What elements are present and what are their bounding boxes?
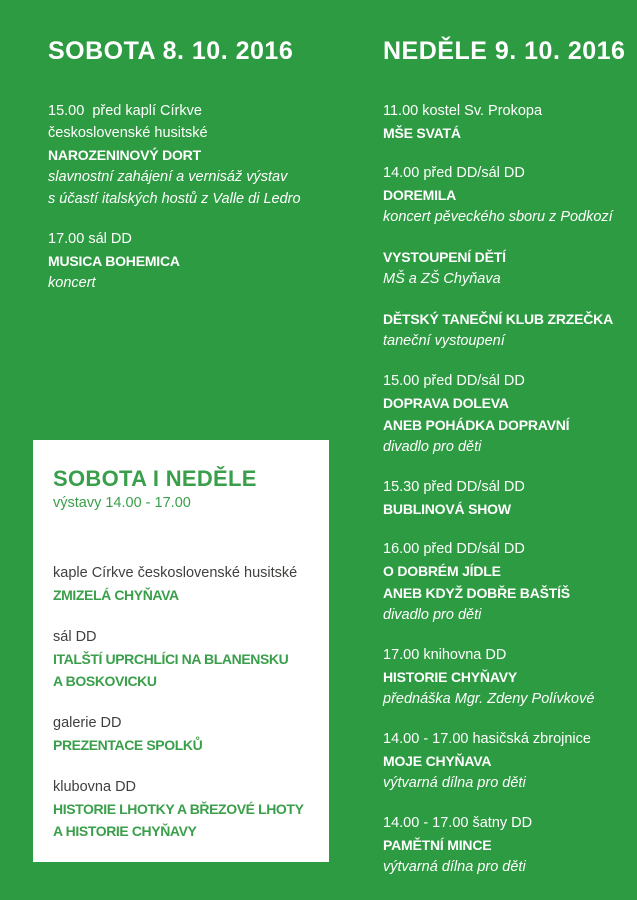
exhibition-place-line: kaple Církve československé husitské xyxy=(53,565,298,581)
event-time-line: 14.00 - 17.00 hasičská zbrojnice xyxy=(383,731,591,747)
event-time-line: 17.00 sál DD xyxy=(48,231,132,247)
event-title-line: ANEB POHÁDKA DOPRAVNÍ xyxy=(383,417,570,433)
event-block xyxy=(383,162,633,228)
exhibition-title-line: A HISTORIE CHYŇAVY xyxy=(53,823,197,839)
exhibition-title-line: ZMIZELÁ CHYŇAVA xyxy=(53,587,179,603)
event-desc-line: přednáška Mgr. Zdeny Polívkové xyxy=(383,691,595,707)
exhibition-item xyxy=(53,562,329,606)
event-title-line: MOJE CHYŇAVA xyxy=(383,753,492,769)
exhibition-item xyxy=(53,626,329,692)
event-title-line: O DOBRÉM JÍDLE xyxy=(383,563,501,579)
event-block xyxy=(383,308,633,352)
event-block xyxy=(48,228,348,294)
event-time-line: 15.30 před DD/sál DD xyxy=(383,479,525,495)
exhibitions-box xyxy=(33,440,329,862)
exhibition-item xyxy=(53,776,329,842)
event-title-line: MUSICA BOHEMICA xyxy=(48,253,180,269)
event-time-line: 16.00 před DD/sál DD xyxy=(383,541,525,557)
event-time-line: 14.00 - 17.00 šatny DD xyxy=(383,815,533,831)
event-desc-line: MŠ a ZŠ Chyňava xyxy=(383,271,501,287)
saturday-header: SOBOTA 8. 10. 2016 xyxy=(48,37,294,65)
sunday-header: NEDĚLE 9. 10. 2016 xyxy=(383,37,626,65)
event-title-line: PAMĚTNÍ MINCE xyxy=(383,837,492,853)
event-title-line: DOREMILA xyxy=(383,187,457,203)
event-desc-line: divadlo pro děti xyxy=(383,439,482,455)
event-block xyxy=(383,476,633,520)
exhibition-title-line: HISTORIE LHOTKY A BŘEZOVÉ LHOTY xyxy=(53,801,304,817)
exhibitions-header: SOBOTA I NEDĚLE xyxy=(53,466,257,491)
event-block xyxy=(383,538,633,626)
event-desc-line: slavnostní zahájení a vernisáž výstav xyxy=(48,169,288,185)
exhibition-title-line: PREZENTACE SPOLKŮ xyxy=(53,737,203,753)
event-desc-line: koncert xyxy=(48,275,96,291)
event-block xyxy=(383,100,633,144)
saturday-column xyxy=(48,36,348,312)
event-block xyxy=(383,812,633,878)
exhibition-item xyxy=(53,712,329,756)
event-desc-line: výtvarná dílna pro děti xyxy=(383,775,526,791)
event-time-line: československé husitské xyxy=(48,125,208,141)
event-title-line: ANEB KDYŽ DOBŘE BAŠTÍŠ xyxy=(383,585,570,601)
exhibition-title-line: A BOSKOVICKU xyxy=(53,673,157,689)
event-title-line: DOPRAVA DOLEVA xyxy=(383,395,509,411)
sunday-column xyxy=(383,36,633,896)
event-block xyxy=(383,728,633,794)
event-time-line: 15.00 před DD/sál DD xyxy=(383,373,525,389)
event-desc-line: koncert pěveckého sboru z Podkozí xyxy=(383,209,613,225)
event-title-line: MŠE SVATÁ xyxy=(383,125,461,141)
event-time-line: 14.00 před DD/sál DD xyxy=(383,165,525,181)
event-title-line: NAROZENINOVÝ DORT xyxy=(48,147,201,163)
exhibitions-hours: výstavy 14.00 - 17.00 xyxy=(53,495,191,511)
event-title-line: DĚTSKÝ TANEČNÍ KLUB ZRZEČKA xyxy=(383,311,614,327)
event-title-line: VYSTOUPENÍ DĚTÍ xyxy=(383,249,506,265)
event-desc-line: divadlo pro děti xyxy=(383,607,482,623)
exhibition-place-line: galerie DD xyxy=(53,715,122,731)
event-desc-line: výtvarná dílna pro děti xyxy=(383,859,526,875)
event-block xyxy=(383,644,633,710)
event-time-line: 15.00 před kaplí Církve xyxy=(48,103,202,119)
event-time-line: 11.00 kostel Sv. Prokopa xyxy=(383,103,543,119)
event-time-line: 17.00 knihovna DD xyxy=(383,647,507,663)
event-block xyxy=(383,370,633,458)
event-block xyxy=(383,246,633,290)
event-title-line: BUBLINOVÁ SHOW xyxy=(383,501,511,517)
exhibition-title-line: ITALŠTÍ UPRCHLÍCI NA BLANENSKU xyxy=(53,651,289,667)
event-title-line: HISTORIE CHYŇAVY xyxy=(383,669,517,685)
event-block xyxy=(48,100,348,210)
event-desc-line: s účastí italských hostů z Valle di Ledro xyxy=(48,191,301,207)
exhibition-place-line: klubovna DD xyxy=(53,779,137,795)
exhibition-place-line: sál DD xyxy=(53,629,97,645)
event-desc-line: taneční vystoupení xyxy=(383,333,505,349)
